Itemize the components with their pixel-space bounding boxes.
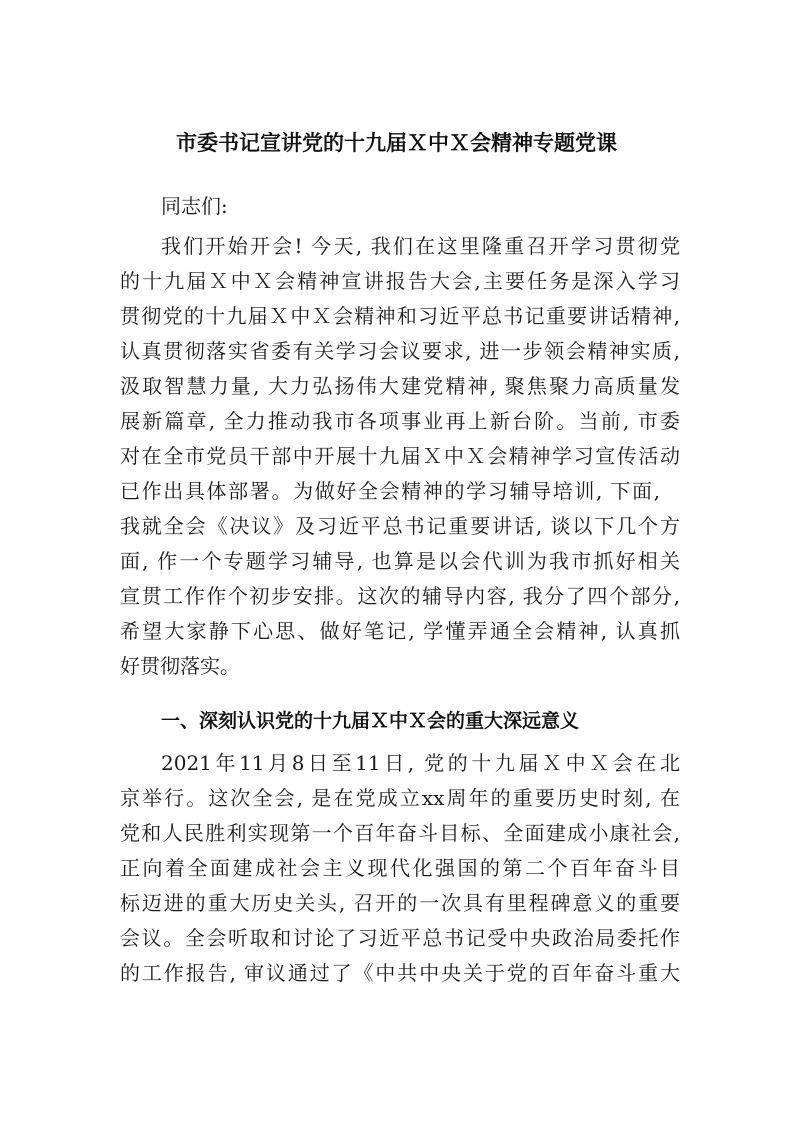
- paragraph-line: 希望大家静下心思、做好笔记, 学懂弄通全会精神, 认真抓: [120, 619, 680, 643]
- paragraph-line: 对在全市党员干部中开展十九届Ｘ中Ｘ会精神学习宣传活动: [120, 444, 680, 468]
- paragraph-line: 2021年11月8日至11日, 党的十九届Ｘ中Ｘ会在北: [161, 751, 680, 775]
- document-title: 市委书记宣讲党的十九届Ｘ中Ｘ会精神专题党课: [176, 131, 617, 155]
- paragraph-line: 会议。全会听取和讨论了习近平总书记受中央政治局委托作: [120, 926, 680, 950]
- paragraph-line: 我们开始开会! 今天, 我们在这里隆重召开学习贯彻党: [161, 234, 680, 258]
- paragraph-line: 宣贯工作作个初步安排。这次的辅导内容, 我分了四个部分,: [120, 584, 680, 608]
- paragraph-line: 的十九届Ｘ中Ｘ会精神宣讲报告大会,主要任务是深入学习: [120, 269, 680, 293]
- paragraph-line: 我就全会《决议》及习近平总书记重要讲话, 谈以下几个方: [120, 514, 680, 538]
- paragraph-line: 已作出具体部署。为做好全会精神的学习辅导培训, 下面,: [120, 479, 660, 503]
- paragraph-line: 京举行。这次全会, 是在党成立xx周年的重要历史时刻, 在: [120, 786, 680, 810]
- paragraph-line: 面, 作一个专题学习辅导, 也算是以会代训为我市抓好相关: [120, 549, 680, 573]
- paragraph-line: 汲取智慧力量, 大力弘扬伟大建党精神, 聚焦聚力高质量发: [120, 374, 680, 398]
- salutation-line: 同志们:: [161, 194, 228, 218]
- paragraph-line: 党和人民胜利实现第一个百年奋斗目标、全面建成小康社会,: [120, 821, 680, 845]
- paragraph-line: 的工作报告, 审议通过了《中共中央关于党的百年奋斗重大: [120, 961, 680, 985]
- paragraph-line: 正向着全面建成社会主义现代化强国的第二个百年奋斗目: [120, 856, 680, 880]
- paragraph-line: 标迈进的重大历史关头, 召开的一次具有里程碑意义的重要: [120, 891, 680, 915]
- paragraph-line: 认真贯彻落实省委有关学习会议要求, 进一步领会精神实质,: [120, 339, 680, 363]
- section-heading: 一、深刻认识党的十九届Ｘ中Ｘ会的重大深远意义: [161, 710, 580, 732]
- paragraph-line: 展新篇章, 全力推动我市各项事业再上新台阶。当前, 市委: [120, 409, 680, 433]
- paragraph-line: 好贯彻落实。: [120, 654, 240, 678]
- paragraph-line: 贯彻党的十九届Ｘ中Ｘ会精神和习近平总书记重要讲话精神,: [120, 304, 680, 328]
